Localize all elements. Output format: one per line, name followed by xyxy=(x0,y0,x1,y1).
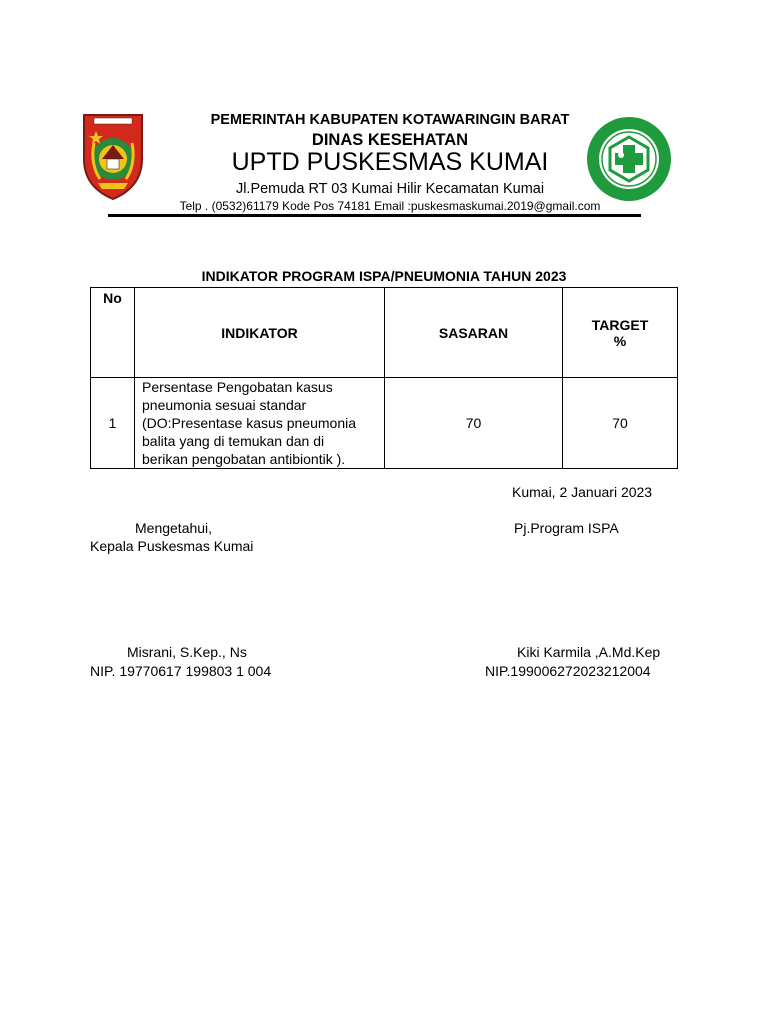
cell-target: 70 xyxy=(563,378,678,469)
indikator-line: (DO:Presentase kasus pneumonia xyxy=(142,415,356,431)
cell-indikator xyxy=(135,378,385,469)
acknowledged-label: Mengetahui, xyxy=(135,520,213,536)
head-signatory-name: Misrani, S.Kep., Ns xyxy=(127,644,247,660)
header-target-label: TARGET xyxy=(591,316,649,333)
cell-no: 1 xyxy=(91,378,135,469)
header-no: No xyxy=(91,288,135,378)
header-target-unit: % xyxy=(613,332,627,349)
indicator-table xyxy=(90,287,678,469)
kop-divider xyxy=(108,214,641,217)
program-pic-title: Pj.Program ISPA xyxy=(514,520,619,536)
kop-institution-name: UPTD PUSKESMAS KUMAI xyxy=(231,148,549,176)
kop-contact: Telp . (0532)61179 Kode Pos 74181 Email :puskesmaskumai.2019@gmail.com xyxy=(179,199,601,213)
indikator-line: berikan pengobatan antibiontik ). xyxy=(142,451,346,467)
head-title: Kepala Puskesmas Kumai xyxy=(90,538,254,554)
kotawaringin-barat-emblem-icon xyxy=(80,109,146,201)
header-sasaran: SASARAN xyxy=(385,288,563,378)
table-row xyxy=(91,378,678,469)
indikator-line: pneumonia sesuai standar xyxy=(142,397,307,413)
document-title: INDIKATOR PROGRAM ISPA/PNEUMONIA TAHUN 2023 xyxy=(201,268,567,284)
pic-signatory-nip: NIP.199006272023212004 xyxy=(485,663,651,679)
head-signatory-nip: NIP. 19770617 199803 1 004 xyxy=(90,663,272,679)
kop-address: Jl.Pemuda RT 03 Kumai Hilir Kecamatan Kumai xyxy=(235,181,545,197)
indikator-line: balita yang di temukan dan di xyxy=(142,433,325,449)
place-date: Kumai, 2 Januari 2023 xyxy=(512,484,653,500)
cell-sasaran: 70 xyxy=(385,378,563,469)
header-target xyxy=(563,288,678,378)
header-indikator: INDIKATOR xyxy=(135,288,385,378)
pic-signatory-name: Kiki Karmila ,A.Md.Kep xyxy=(517,644,661,660)
indikator-line: Persentase Pengobatan kasus xyxy=(142,379,333,395)
kop-government-line: PEMERINTAH KABUPATEN KOTAWARINGIN BARAT xyxy=(210,112,570,128)
table-header-row xyxy=(91,288,678,378)
kop-agency-line: DINAS KESEHATAN xyxy=(311,131,469,149)
